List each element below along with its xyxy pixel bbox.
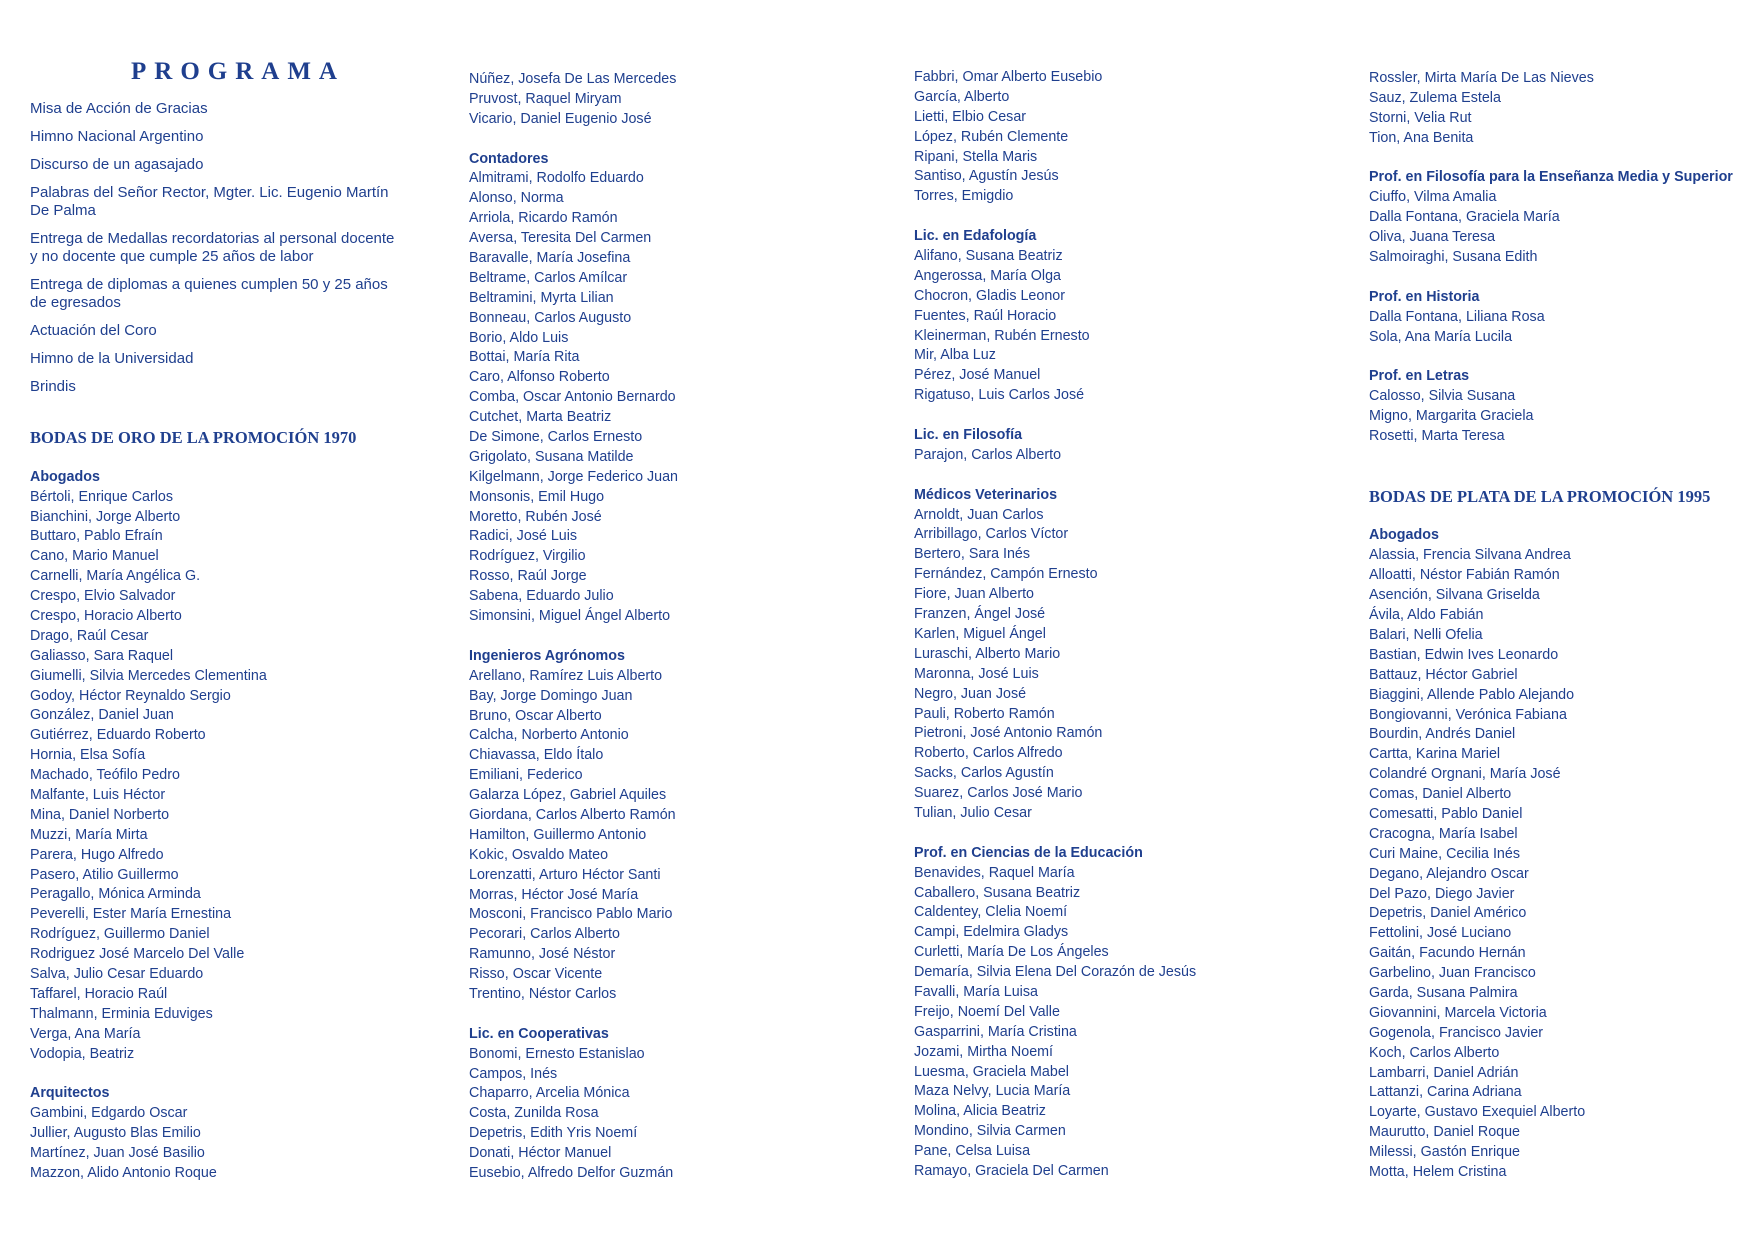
programa-item: Discurso de un agasajado: [30, 156, 204, 173]
spacer: [914, 207, 1196, 227]
name-entry: Machado, Teófilo Pedro: [30, 767, 180, 784]
name-entry: Calosso, Silvia Susana: [1369, 388, 1516, 405]
name-entry: Lietti, Elbio Cesar: [914, 108, 1027, 125]
name-entry: Ciuffo, Vilma Amalia: [1369, 189, 1497, 206]
programa-title: PROGRAMA: [131, 58, 345, 85]
name-entry: Mir, Alba Luz: [914, 347, 996, 364]
name-entry: Kilgelmann, Jorge Federico Juan: [469, 468, 679, 485]
name-entry: Carnelli, María Angélica G.: [30, 568, 201, 585]
name-entry: Kleinerman, Rubén Ernesto: [914, 327, 1090, 344]
name-entry: Rosetti, Marta Teresa: [1369, 428, 1505, 445]
spacer: [30, 448, 356, 468]
name-entry: Parera, Hugo Alfredo: [30, 846, 164, 863]
name-entry: Almitrami, Rodolfo Eduardo: [469, 170, 644, 187]
category-heading: Arquitectos: [30, 1085, 110, 1102]
programa-item: Entrega de diplomas a quienes cumplen 50 y 25 años de egresados: [30, 276, 388, 311]
spacer: [914, 824, 1196, 844]
category-heading: Prof. en Ciencias de la Educación: [914, 844, 1143, 861]
programa-item: Himno de la Universidad: [30, 350, 194, 367]
name-entry: Beltrame, Carlos Amílcar: [469, 269, 628, 286]
spacer: [30, 1065, 356, 1085]
programa-item: Entrega de Medallas recordatorias al personal docente y no docente que cumple 25 años de labor: [30, 230, 395, 265]
name-entry: Pruvost, Raquel Miryam: [469, 90, 622, 107]
name-entry: Oliva, Juana Teresa: [1369, 229, 1496, 246]
name-entry: González, Daniel Juan: [30, 707, 174, 724]
name-entry: Gaitán, Facundo Hernán: [1369, 945, 1526, 962]
name-entry: Sabena, Eduardo Julio: [469, 588, 614, 605]
name-entry: Giumelli, Silvia Mercedes Clementina: [30, 667, 267, 684]
name-entry: Bonneau, Carlos Augusto: [469, 309, 632, 326]
name-entry: Chaparro, Arcelia Mónica: [469, 1085, 630, 1102]
name-entry: Bongiovanni, Verónica Fabiana: [1369, 706, 1567, 723]
name-entry: Beltramini, Myrta Lilian: [469, 289, 614, 306]
name-entry: Alonso, Norma: [469, 190, 564, 207]
name-entry: Rodríguez, Guillermo Daniel: [30, 926, 210, 943]
name-entry: Taffarel, Horacio Raúl: [30, 985, 168, 1002]
name-entry: Torres, Emigdio: [914, 188, 1014, 205]
name-entry: Crespo, Horacio Alberto: [30, 608, 182, 625]
name-entry: Crespo, Elvio Salvador: [30, 588, 176, 605]
name-entry: Donati, Héctor Manuel: [469, 1145, 612, 1162]
name-entry: Fettolini, José Luciano: [1369, 925, 1512, 942]
name-entry: Cutchet, Marta Beatriz: [469, 409, 612, 426]
programa-list: [30, 100, 405, 406]
name-entry: Degano, Alejandro Oscar: [1369, 865, 1529, 882]
name-entry: Pasero, Atilio Guillermo: [30, 866, 179, 883]
name-entry: Gogenola, Francisco Javier: [1369, 1024, 1544, 1041]
category-heading: Lic. en Filosofía: [914, 427, 1023, 444]
name-entry: Curi Maine, Cecilia Inés: [1369, 845, 1520, 862]
name-entry: Maronna, José Luis: [914, 665, 1039, 682]
name-entry: Rodriguez José Marcelo Del Valle: [30, 946, 245, 963]
name-entry: Colandré Orgnani, María José: [1369, 766, 1561, 783]
name-entry: Sacks, Carlos Agustín: [914, 765, 1054, 782]
spacer: [469, 1005, 678, 1025]
name-entry: Costa, Zunilda Rosa: [469, 1105, 599, 1122]
programa-item: Himno Nacional Argentino: [30, 128, 204, 145]
name-entry: Gasparrini, María Cristina: [914, 1023, 1077, 1040]
name-entry: Freijo, Noemí Del Valle: [914, 1003, 1060, 1020]
name-entry: Vodopia, Beatriz: [30, 1045, 135, 1062]
name-entry: Bastian, Edwin Ives Leonardo: [1369, 646, 1559, 663]
name-entry: Parajon, Carlos Alberto: [914, 446, 1062, 463]
name-entry: Pane, Celsa Luisa: [914, 1143, 1031, 1160]
name-entry: Radici, José Luis: [469, 528, 578, 545]
name-entry: Chocron, Gladis Leonor: [914, 287, 1065, 304]
name-entry: Hornia, Elsa Sofía: [30, 747, 146, 764]
name-entry: Jullier, Augusto Blas Emilio: [30, 1125, 201, 1142]
name-entry: Campi, Edelmira Gladys: [914, 924, 1069, 941]
name-entry: Giordana, Carlos Alberto Ramón: [469, 806, 676, 823]
name-entry: Bottai, María Rita: [469, 349, 580, 366]
name-entry: Comesatti, Pablo Daniel: [1369, 805, 1523, 822]
name-entry: Mosconi, Francisco Pablo Mario: [469, 906, 673, 923]
name-entry: Galarza López, Gabriel Aquiles: [469, 787, 667, 804]
name-entry: Peragallo, Mónica Arminda: [30, 886, 201, 903]
name-entry: Rosso, Raúl Jorge: [469, 568, 587, 585]
name-entry: Sola, Ana María Lucila: [1369, 328, 1513, 345]
name-entry: Battauz, Héctor Gabriel: [1369, 666, 1518, 683]
name-entry: Angerossa, María Olga: [914, 267, 1062, 284]
name-entry: Mina, Daniel Norberto: [30, 806, 170, 823]
name-entry: Kokic, Osvaldo Mateo: [469, 846, 609, 863]
name-entry: Rigatuso, Luis Carlos José: [914, 387, 1085, 404]
name-entry: Ramunno, José Néstor: [469, 946, 616, 963]
name-entry: Monsonis, Emil Hugo: [469, 488, 605, 505]
programa-item: Palabras del Señor Rector, Mgter. Lic. Eugenio Martín De Palma: [30, 184, 389, 219]
name-entry: Buttaro, Pablo Efraín: [30, 528, 163, 545]
name-entry: Garbelino, Juan Francisco: [1369, 965, 1536, 982]
spacer: [1369, 467, 1733, 487]
name-entry: Calcha, Norberto Antonio: [469, 727, 629, 744]
name-entry: Peverelli, Ester María Ernestina: [30, 906, 232, 923]
name-entry: Hamilton, Guillermo Antonio: [469, 826, 647, 843]
name-entry: Maurutto, Daniel Roque: [1369, 1124, 1520, 1141]
name-entry: Migno, Margarita Graciela: [1369, 408, 1534, 425]
name-entry: Demaría, Silvia Elena Del Corazón de Jesús: [914, 964, 1197, 981]
name-entry: Koch, Carlos Alberto: [1369, 1044, 1500, 1061]
name-entry: Depetris, Edith Yris Noemí: [469, 1125, 638, 1142]
name-entry: Rossler, Mirta María De Las Nieves: [1369, 70, 1594, 86]
spacer: [469, 130, 678, 150]
name-entry: Muzzi, María Mirta: [30, 826, 148, 843]
name-entry: Luraschi, Alberto Mario: [914, 645, 1061, 662]
category-heading: Contadores: [469, 150, 549, 167]
spacer: [914, 466, 1196, 486]
name-entry: Fuentes, Raúl Horacio: [914, 307, 1057, 324]
spacer: [1369, 447, 1733, 467]
name-entry: Bonomi, Ernesto Estanislao: [469, 1045, 645, 1062]
category-heading: Prof. en Filosofía para la Enseñanza Media y Superior: [1369, 169, 1733, 186]
name-entry: Borio, Aldo Luis: [469, 329, 569, 346]
spacer: [914, 406, 1196, 426]
section-title: BODAS DE ORO DE LA PROMOCIÓN 1970: [30, 428, 357, 447]
name-entry: Asención, Silvana Griselda: [1369, 587, 1540, 604]
name-entry: Caro, Alfonso Roberto: [469, 369, 610, 386]
name-entry: Drago, Raúl Cesar: [30, 627, 149, 644]
name-entry: Sauz, Zulema Estela: [1369, 89, 1501, 106]
name-entry: Malfante, Luis Héctor: [30, 787, 166, 804]
name-entry: Alassia, Frencia Silvana Andrea: [1369, 547, 1571, 564]
name-entry: Salva, Julio Cesar Eduardo: [30, 966, 204, 983]
category-heading: Ingenieros Agrónomos: [469, 647, 625, 664]
name-entry: Franzen, Ángel José: [914, 606, 1046, 623]
name-entry: Gutiérrez, Eduardo Roberto: [30, 727, 206, 744]
spacer: [1369, 268, 1733, 288]
name-entry: Mazzon, Alido Antonio Roque: [30, 1164, 217, 1181]
name-entry: Balari, Nelli Ofelia: [1369, 626, 1483, 643]
name-entry: Ramayo, Graciela Del Carmen: [914, 1162, 1109, 1179]
category-heading: Lic. en Edafología: [914, 228, 1037, 245]
name-entry: Chiavassa, Eldo Ítalo: [469, 747, 604, 764]
name-entry: Fabbri, Omar Alberto Eusebio: [914, 69, 1103, 85]
name-entry: Benavides, Raquel María: [914, 864, 1075, 881]
name-entry: Santiso, Agustín Jesús: [914, 168, 1059, 185]
category-heading: Prof. en Historia: [1369, 288, 1480, 305]
name-entry: Gambini, Edgardo Oscar: [30, 1105, 188, 1122]
name-entry: Comba, Oscar Antonio Bernardo: [469, 389, 676, 406]
name-entry: Ávila, Aldo Fabián: [1369, 607, 1484, 624]
name-entry: Grigolato, Susana Matilde: [469, 448, 634, 465]
name-entry: Eusebio, Alfredo Delfor Guzmán: [469, 1164, 674, 1181]
name-entry: Luesma, Graciela Mabel: [914, 1063, 1069, 1080]
category-heading: Lic. en Cooperativas: [469, 1025, 609, 1042]
name-entry: Jozami, Mirtha Noemí: [914, 1043, 1054, 1060]
name-entry: Salmoiraghi, Susana Edith: [1369, 249, 1538, 266]
name-entry: Campos, Inés: [469, 1065, 558, 1082]
name-entry: Pecorari, Carlos Alberto: [469, 926, 620, 943]
name-entry: Bourdin, Andrés Daniel: [1369, 726, 1516, 743]
name-entry: Lattanzi, Carina Adriana: [1369, 1084, 1522, 1101]
name-entry: Del Pazo, Diego Javier: [1369, 885, 1515, 902]
programa-item: Brindis: [30, 378, 76, 395]
name-entry: Cano, Mario Manuel: [30, 548, 159, 565]
name-entry: Trentino, Néstor Carlos: [469, 985, 617, 1002]
category-heading: Médicos Veterinarios: [914, 486, 1058, 503]
category-heading: Prof. en Letras: [1369, 368, 1470, 385]
name-entry: Garda, Susana Palmira: [1369, 984, 1518, 1001]
name-entry: Bruno, Oscar Alberto: [469, 707, 602, 724]
name-entry: López, Rubén Clemente: [914, 128, 1069, 145]
name-entry: Alifano, Susana Beatriz: [914, 248, 1063, 265]
category-heading: Abogados: [30, 468, 100, 485]
name-entry: Comas, Daniel Alberto: [1369, 786, 1512, 803]
name-entry: Storni, Velia Rut: [1369, 109, 1472, 126]
name-entry: García, Alberto: [914, 88, 1010, 105]
name-entry: Bay, Jorge Domingo Juan: [469, 687, 633, 704]
category-heading: Abogados: [1369, 527, 1439, 544]
name-entry: Emiliani, Federico: [469, 767, 583, 784]
name-entry: Caldentey, Clelia Noemí: [914, 904, 1068, 921]
name-entry: Milessi, Gastón Enrique: [1369, 1144, 1520, 1161]
name-entry: Curletti, María De Los Ángeles: [914, 944, 1109, 961]
name-entry: Bianchini, Jorge Alberto: [30, 508, 181, 525]
spacer: [1369, 149, 1733, 169]
name-entry: Bertero, Sara Inés: [914, 546, 1031, 563]
name-entry: Moretto, Rubén José: [469, 508, 602, 525]
column-4-list: [1369, 69, 1733, 1183]
name-entry: Pérez, José Manuel: [914, 367, 1041, 384]
programa-item: Actuación del Coro: [30, 322, 157, 339]
name-entry: Godoy, Héctor Reynaldo Sergio: [30, 687, 231, 704]
section-title: BODAS DE PLATA DE LA PROMOCIÓN 1995: [1369, 486, 1711, 506]
name-entry: Caballero, Susana Beatriz: [914, 884, 1081, 901]
column-3-list: [914, 68, 1196, 1182]
name-entry: Arnoldt, Juan Carlos: [914, 506, 1044, 523]
name-entry: Depetris, Daniel Américo: [1369, 905, 1527, 922]
name-entry: Maza Nelvy, Lucia María: [914, 1083, 1071, 1100]
name-entry: Suarez, Carlos José Mario: [914, 785, 1083, 802]
name-entry: Tulian, Julio Cesar: [914, 804, 1032, 821]
name-entry: Pietroni, José Antonio Ramón: [914, 725, 1103, 742]
name-entry: Roberto, Carlos Alfredo: [914, 745, 1063, 762]
spacer: [1369, 347, 1733, 367]
name-entry: Risso, Oscar Vicente: [469, 966, 603, 983]
name-entry: Fiore, Juan Alberto: [914, 586, 1035, 603]
name-entry: Favalli, María Luisa: [914, 983, 1038, 1000]
name-entry: Lorenzatti, Arturo Héctor Santi: [469, 866, 661, 883]
name-entry: Arribillago, Carlos Víctor: [914, 526, 1069, 543]
column-1-list: [30, 428, 356, 1184]
name-entry: Aversa, Teresita Del Carmen: [469, 230, 652, 247]
name-entry: Mondino, Silvia Carmen: [914, 1123, 1066, 1140]
name-entry: Arriola, Ricardo Ramón: [469, 210, 618, 227]
column-2-list: [469, 70, 678, 1184]
name-entry: Baravalle, María Josefina: [469, 250, 631, 267]
name-entry: Ripani, Stella Maris: [914, 148, 1038, 165]
programa-item: Misa de Acción de Gracias: [30, 100, 208, 117]
spacer: [469, 627, 678, 647]
name-entry: Rodríguez, Virgilio: [469, 548, 586, 565]
name-entry: Molina, Alicia Beatriz: [914, 1103, 1046, 1120]
name-entry: Dalla Fontana, Liliana Rosa: [1369, 308, 1545, 325]
name-entry: Motta, Helem Cristina: [1369, 1163, 1507, 1180]
name-entry: Alloatti, Néstor Fabián Ramón: [1369, 567, 1560, 584]
name-entry: Lambarri, Daniel Adrián: [1369, 1064, 1519, 1081]
name-entry: Vicario, Daniel Eugenio José: [469, 110, 652, 127]
name-entry: Thalmann, Erminia Eduviges: [30, 1005, 213, 1022]
name-entry: Dalla Fontana, Graciela María: [1369, 209, 1560, 226]
name-entry: Morras, Héctor José María: [469, 886, 639, 903]
name-entry: Karlen, Miguel Ángel: [914, 625, 1046, 642]
spacer: [1369, 507, 1733, 527]
name-entry: De Simone, Carlos Ernesto: [469, 429, 643, 446]
name-entry: Giovannini, Marcela Victoria: [1369, 1004, 1547, 1021]
name-entry: Negro, Juan José: [914, 685, 1027, 702]
name-entry: Núñez, Josefa De Las Mercedes: [469, 71, 677, 87]
name-entry: Bértoli, Enrique Carlos: [30, 488, 174, 505]
name-entry: Cartta, Karina Mariel: [1369, 746, 1501, 763]
name-entry: Simonsini, Miguel Ángel Alberto: [469, 608, 671, 625]
name-entry: Cracogna, María Isabel: [1369, 825, 1518, 842]
name-entry: Martínez, Juan José Basilio: [30, 1145, 205, 1162]
name-entry: Pauli, Roberto Ramón: [914, 705, 1055, 722]
name-entry: Biaggini, Allende Pablo Alejando: [1369, 686, 1575, 703]
name-entry: Galiasso, Sara Raquel: [30, 647, 174, 664]
name-entry: Fernández, Campón Ernesto: [914, 566, 1098, 583]
name-entry: Tion, Ana Benita: [1369, 129, 1474, 146]
name-entry: Verga, Ana María: [30, 1025, 141, 1042]
name-entry: Arellano, Ramírez Luis Alberto: [469, 667, 663, 684]
name-entry: Loyarte, Gustavo Exequiel Alberto: [1369, 1104, 1586, 1121]
